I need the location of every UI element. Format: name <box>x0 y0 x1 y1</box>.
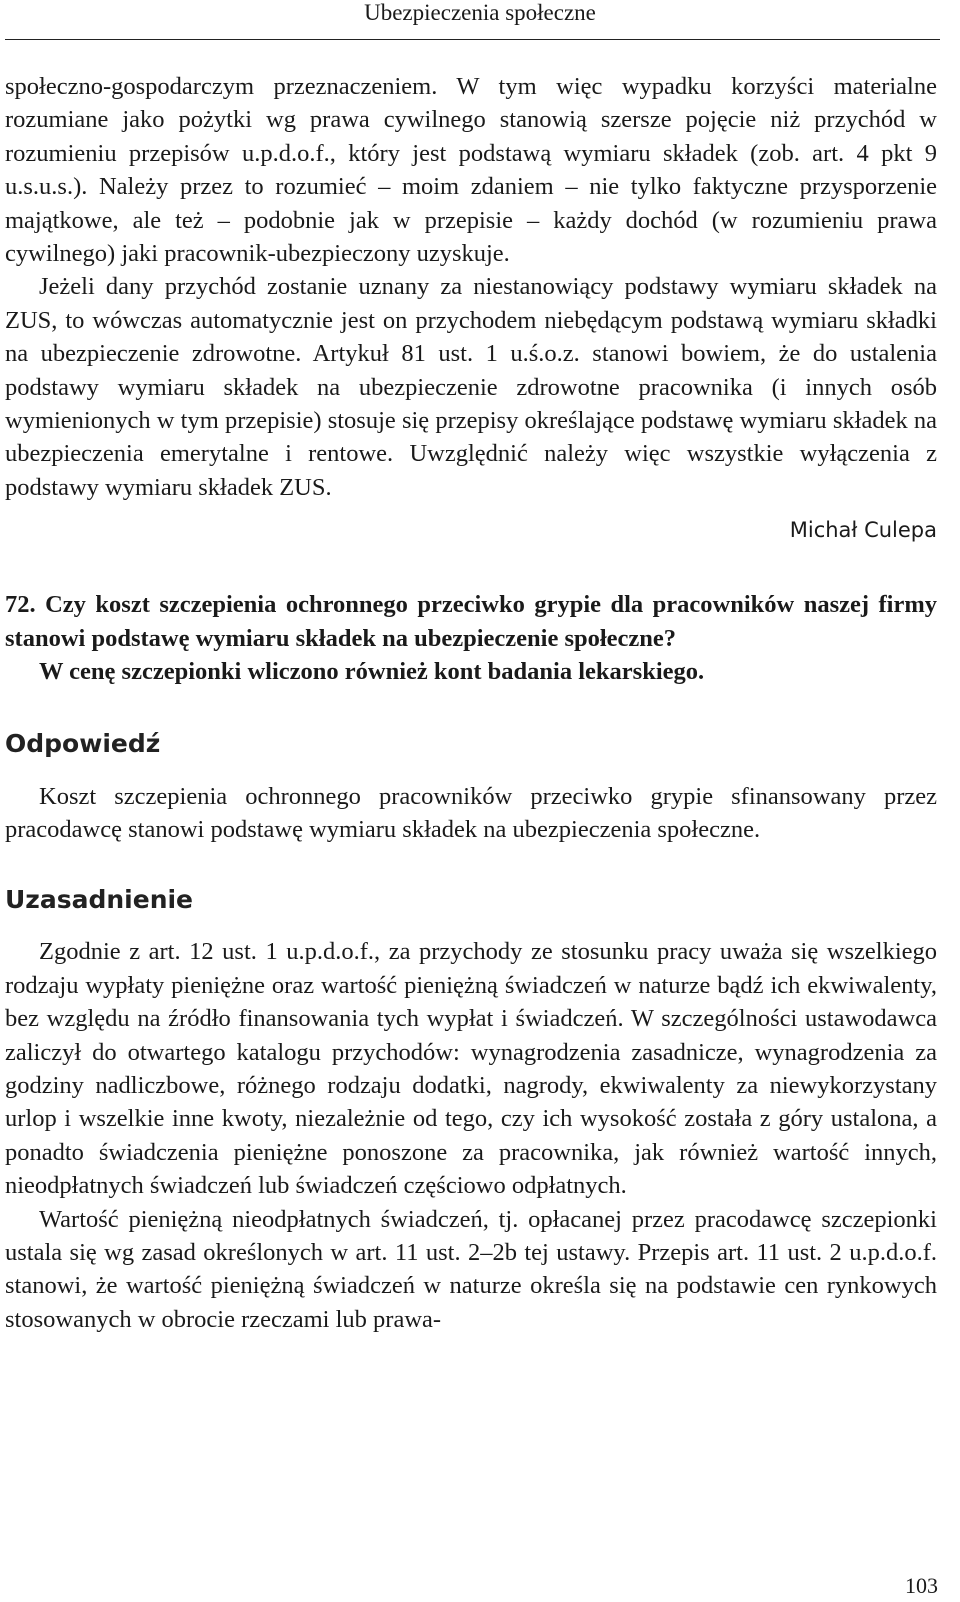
answer-heading: Odpowiedź <box>5 728 161 758</box>
header-rule <box>5 39 940 40</box>
question-body: Czy koszt szczepienia ochronnego przeciwko grypie dla pracowników naszej firmy stanowi podstawę wymiaru składek na ubezpieczenie społeczne? <box>5 591 937 652</box>
body-paragraph-2: Jeżeli dany przychód zostanie uznany za niestanowiący podstawy wymiaru składek na ZUS, to wówczas automatycznie jest on przychodem niebędącym podstawą wymiaru składki na ubezpieczenie zdrowotne. Artykuł 81 ust. 1 u.ś.o.z. stanowi bowiem, że do ustalenia podstawy wymiaru składek na ubezpieczenie zdrowotne pracownika (i innych osób wymienionych w tym przepisie) stosuje się przepisy określające podstawę wymiaru składek na ubezpieczenia emerytalne i rentowe. Uwzględnić należy więc wszystkie wyłączenia z podstawy wymiaru składek ZUS. <box>5 273 937 501</box>
author-signature: Michał Culepa <box>789 518 937 543</box>
answer-paragraph: Koszt szczepienia ochronnego pracowników przeciwko grypie sfinansowany przez pracodawcę stanowi podstawę wymiaru składek na ubezpieczenia społeczne. <box>5 782 937 843</box>
question-line-2: W cenę szczepionki wliczono również kont badania lekarskiego. <box>39 658 705 686</box>
running-header: Ubezpieczenia społeczne <box>364 0 596 25</box>
justification-paragraph-2: Wartość pieniężną nieodpłatnych świadczeń, tj. opłacanej przez pracodawcę szczepionki ustala się wg zasad określonych w art. 11 ust. 2–2b tej ustawy. Przepis art. 11 ust. 2 u.p.d.o.f. stanowi, że wartość pieniężną świadczeń w naturze określa się na podstawie cen rynkowych stosowanych w obrocie rzeczami lub prawa- <box>5 1205 937 1333</box>
body-paragraph-1: społeczno-gospodarczym przeznaczeniem. W tym więc wypadku korzyści materialne rozumiane jako pożytki wg prawa cywilnego stanowią szersze pojęcie niż przychód w rozumieniu przepisów u.p.d.o.f., który jest podstawą wymiaru składek (zob. art. 4 pkt 9 u.s.u.s.). Należy przez to rozumieć – moim zdaniem – nie tylko faktyczne przysporzenie majątkowe, ale też – podobnie jak w przepisie – każdy dochód (w rozumieniu prawa cywilnego) jaki pracownik-ubezpieczony uzyskuje. <box>5 73 937 268</box>
page-content <box>5 70 937 1336</box>
question-block <box>5 588 937 688</box>
question-number: 72. <box>5 591 36 619</box>
justification-paragraph-1: Zgodnie z art. 12 ust. 1 u.p.d.o.f., za przychody ze stosunku pracy uważa się wszelkiego rodzaju wypłaty pieniężne oraz wartość pieniężną świadczeń w naturze bądź ich ekwiwalenty, bez względu na źródło finansowania tych wypłat i świadczeń. W szczególności ustawodawca zaliczył do otwartego katalogu przychodów: wynagrodzenia zasadnicze, wynagrodzenia za godziny nadliczbowe, różnego rodzaju dodatki, nagrody, ekwiwalenty za niewykorzystany urlop i wszelkie inne kwoty, niezależnie od tego, czy ich wysokość została z góry ustalona, a ponadto świadczenia pieniężne ponoszone za pracownika, jak również wartość innych, nieodpłatnych świadczeń lub świadczeń częściowo odpłatnych. <box>5 938 937 1200</box>
page-number: 103 <box>905 1573 938 1598</box>
justification-heading: Uzasadnienie <box>5 885 194 915</box>
question-text <box>5 588 937 655</box>
